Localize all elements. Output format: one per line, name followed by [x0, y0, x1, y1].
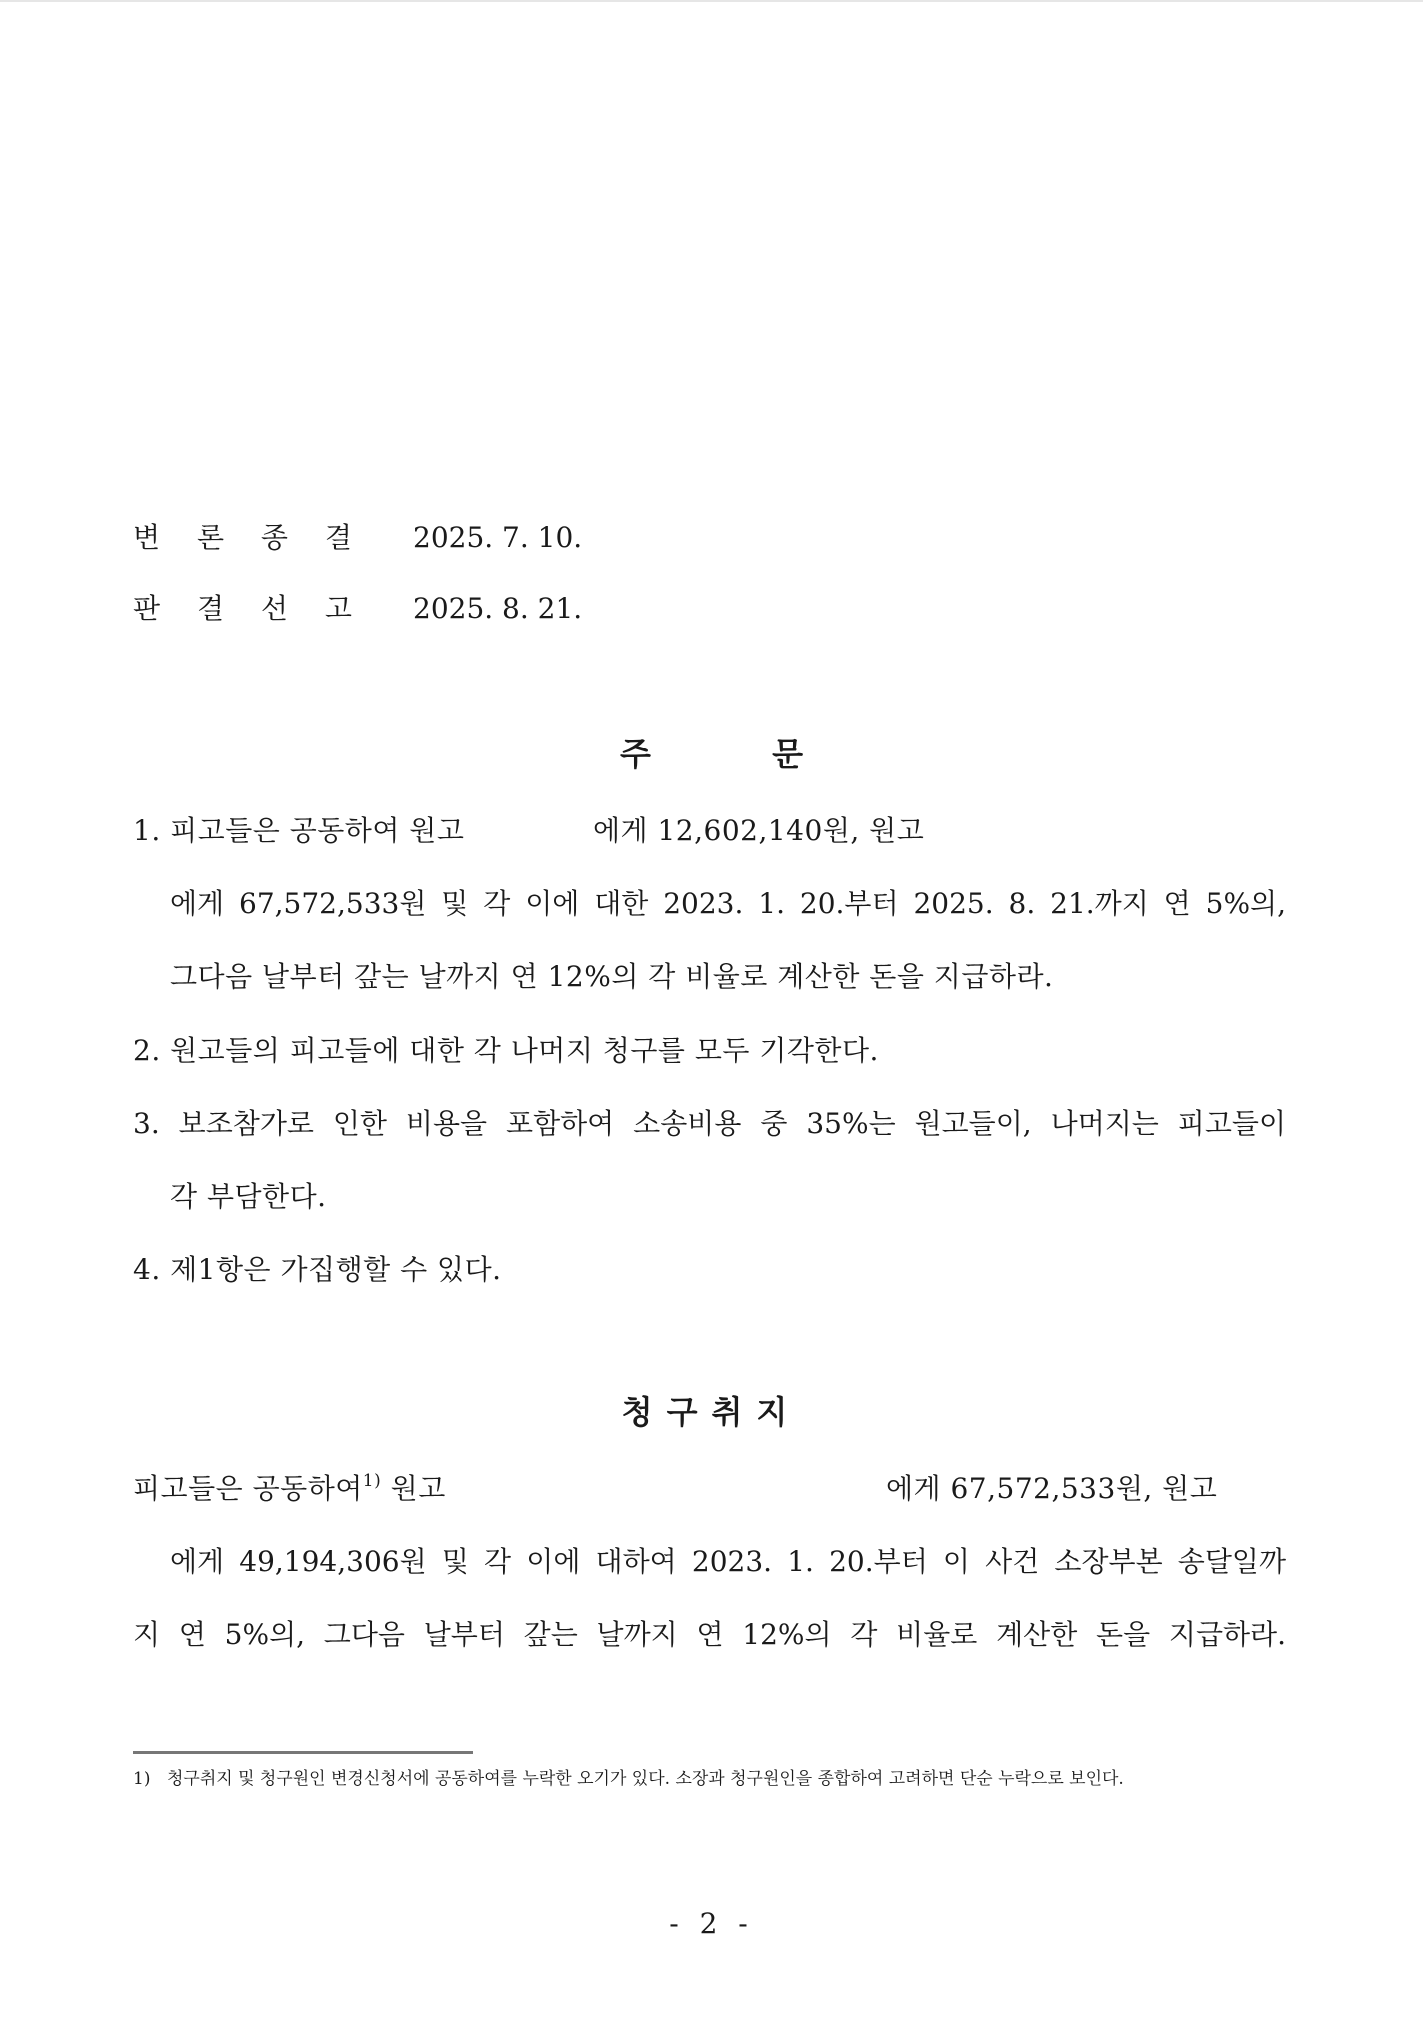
- footnote: [133, 1766, 1293, 1793]
- claim-line-1-suffix: 에게 67,572,533원, 원고: [886, 1472, 1218, 1505]
- claim-line-2: 에게 49,194,306원 및 각 이에 대하여 2023. 1. 20.부터 이 사건 소장부본 송달일까: [170, 1545, 1286, 1578]
- order-item-1-line-2: 에게 67,572,533원 및 각 이에 대한 2023. 1. 20.부터 2025. 8. 21.까지 연 5%의,: [170, 887, 1286, 920]
- order-item-1-line-1-suffix: 에게 12,602,140원, 원고: [593, 814, 925, 847]
- order-item-2: 2. 원고들의 피고들에 대한 각 나머지 청구를 모두 기각한다.: [133, 1034, 879, 1067]
- verdict-date: 2025. 8. 21.: [413, 592, 583, 625]
- order-heading: 주 문: [620, 735, 803, 773]
- footnote-text: 청구취지 및 청구원인 변경신청서에 공동하여를 누락한 오기가 있다. 소장과 청구원인을 종합하여 고려하면 단순 누락으로 보인다.: [167, 1769, 1124, 1789]
- top-border: [0, 0, 1423, 2]
- footnote-reference[interactable]: 1): [362, 1470, 382, 1491]
- claim-line-3: 지 연 5%의, 그다음 날부터 갚는 날까지 연 12%의 각 비율로 계산한 돈을 지급하라.: [133, 1618, 1286, 1651]
- order-item-1-prefix: 1. 피고들은 공동하여 원고: [133, 814, 465, 847]
- page-number: - 2 -: [669, 1907, 754, 1940]
- claim-line-1: [133, 1469, 446, 1509]
- footnote-divider: [133, 1751, 473, 1754]
- order-item-3-line-1: 3. 보조참가로 인한 비용을 포함하여 소송비용 중 35%는 원고들이, 나머지는 피고들이: [133, 1107, 1286, 1140]
- verdict-label: 판 결 선 고: [133, 592, 366, 625]
- order-item-1-line-1: [133, 811, 464, 851]
- order-item-1-line-3: 그다음 날부터 갚는 날까지 연 12%의 각 비율로 계산한 돈을 지급하라.: [170, 960, 1054, 993]
- order-item-4: 4. 제1항은 가집행할 수 있다.: [133, 1253, 502, 1286]
- order-item-3-line-2: 각 부담한다.: [170, 1180, 327, 1213]
- closing-label: 변 론 종 결: [133, 521, 366, 554]
- claim-line-1-mid: 원고: [390, 1472, 446, 1505]
- closing-date: 2025. 7. 10.: [413, 521, 583, 554]
- footnote-number: 1): [133, 1769, 151, 1789]
- claim-heading: 청구취지: [621, 1393, 802, 1431]
- claim-line-1-prefix: 피고들은 공동하여: [133, 1472, 363, 1505]
